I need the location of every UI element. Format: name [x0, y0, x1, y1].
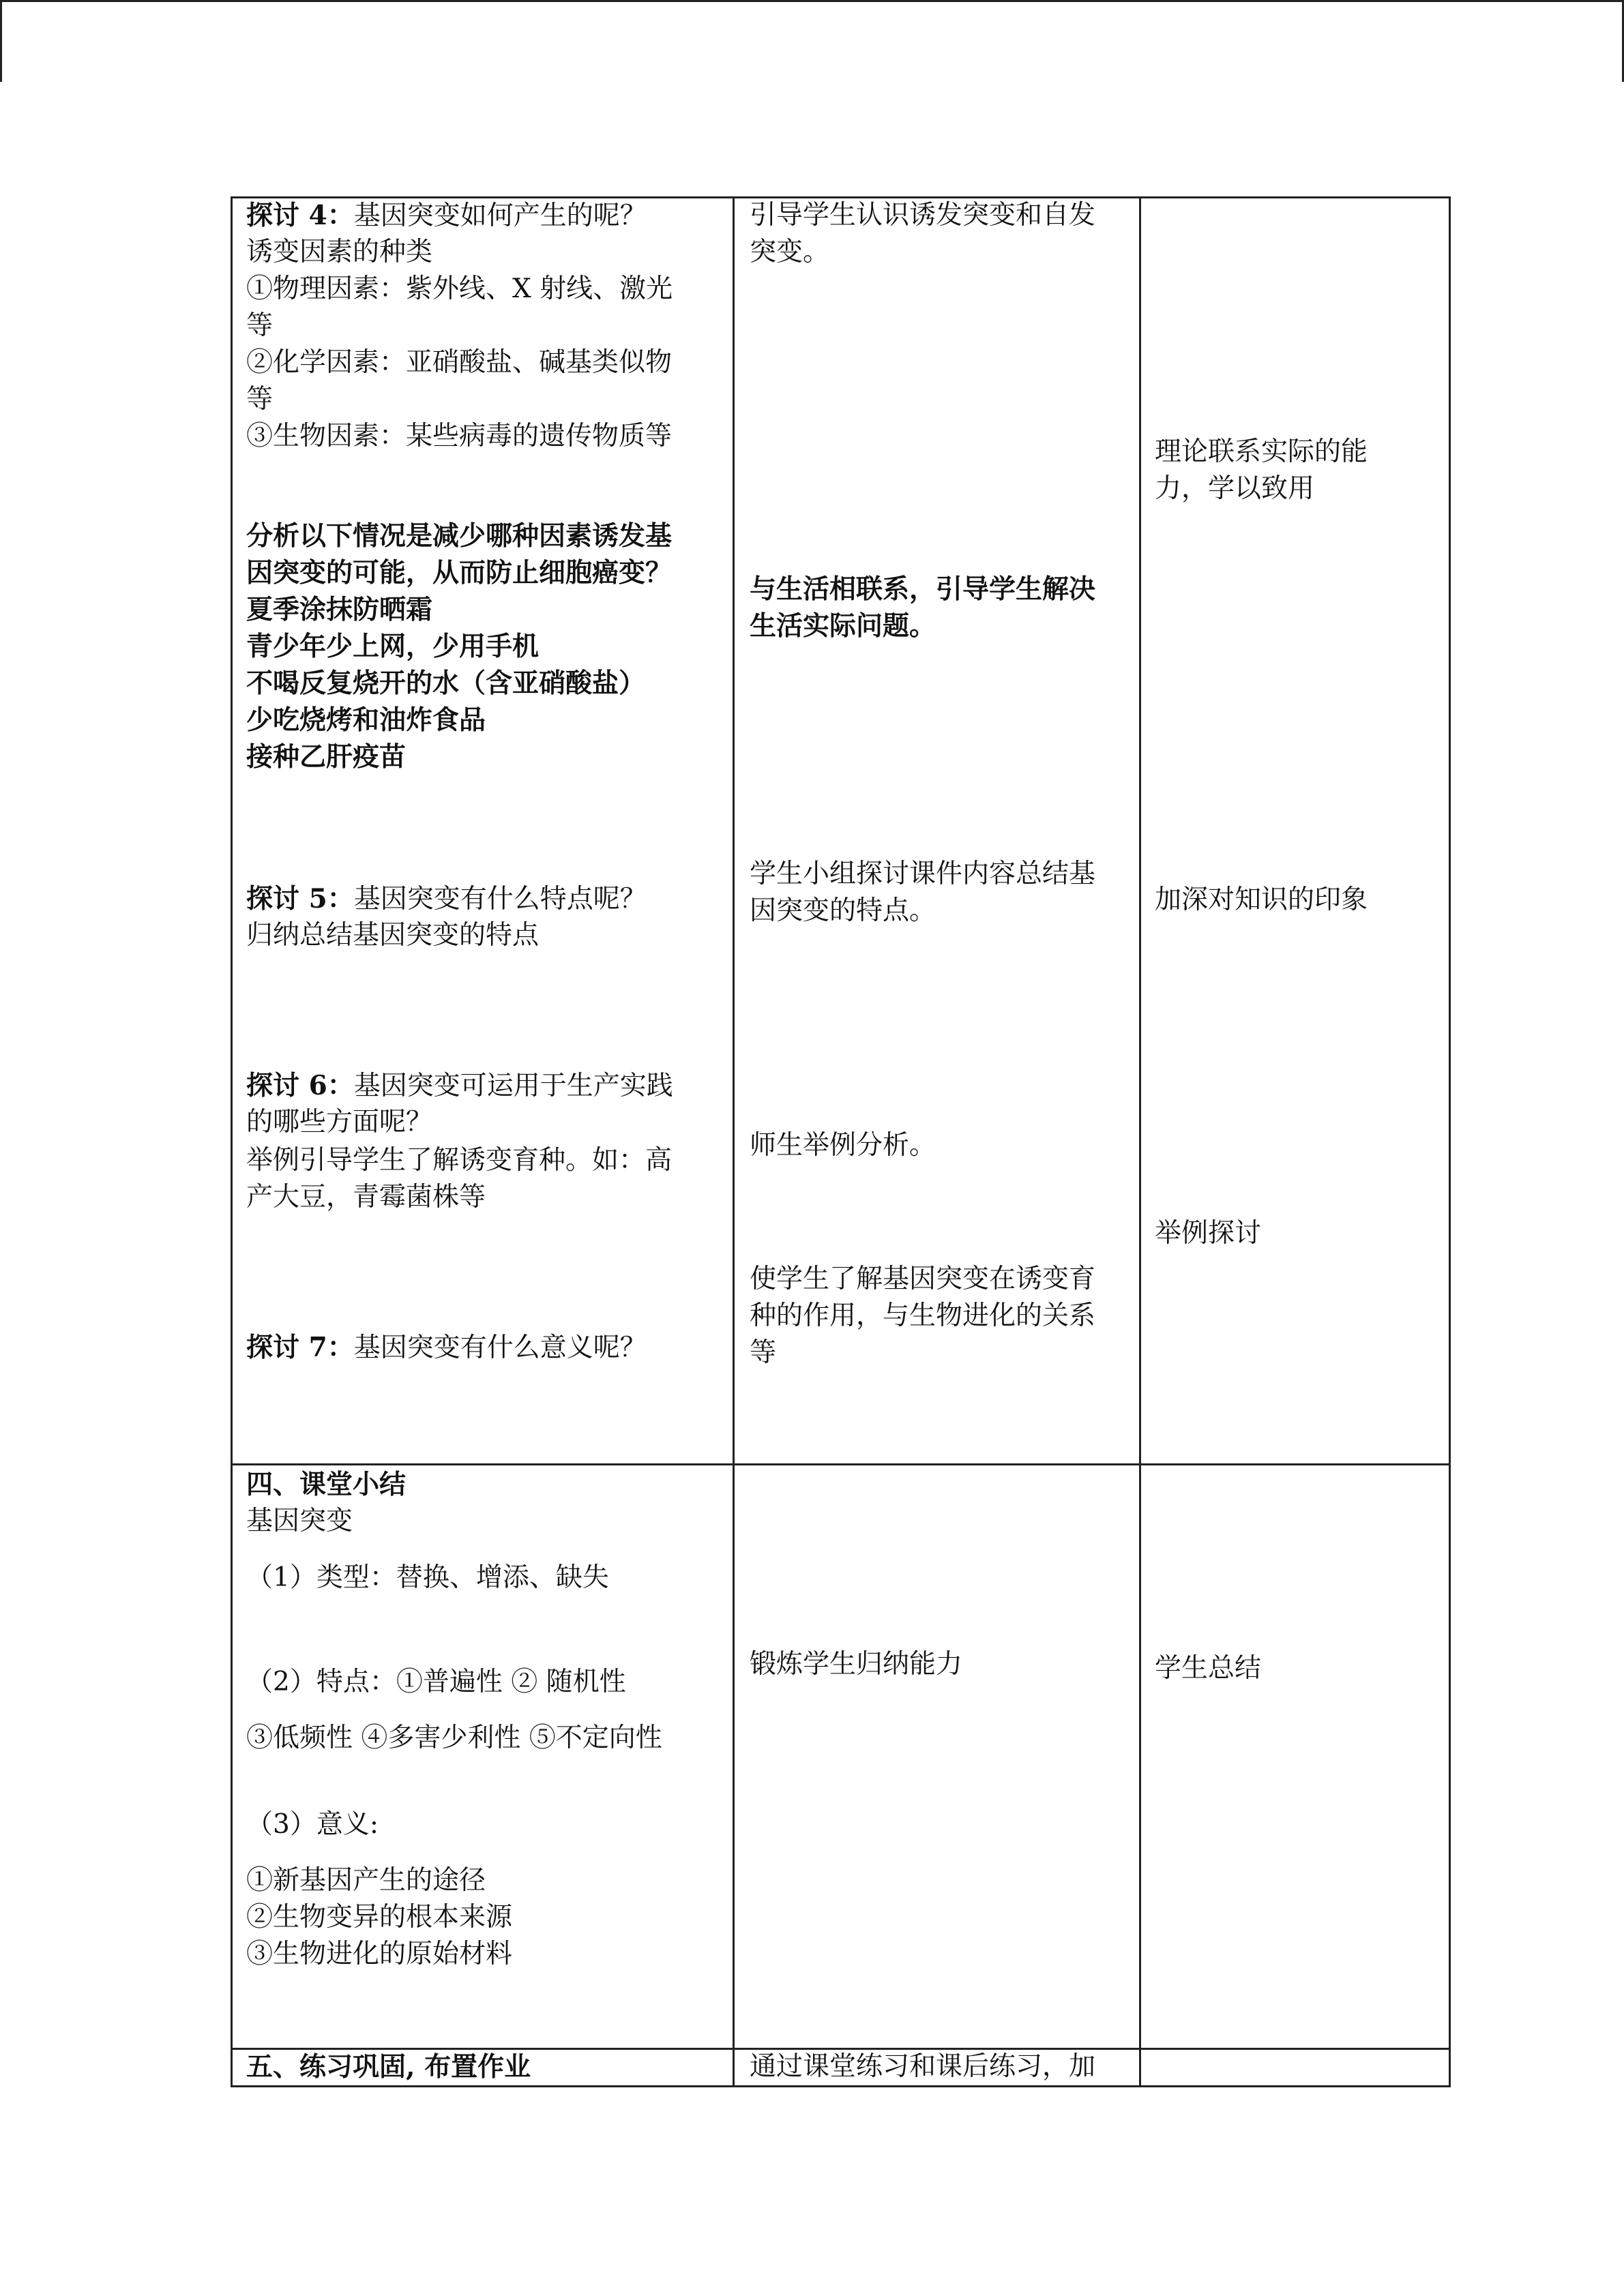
discuss-6-line	[246, 1067, 673, 1105]
analysis-question-line1: 分析以下情况是减少哪种因素诱发基	[246, 520, 673, 552]
summary-traits-line1: （2）特点：①普遍性 ② 随机性	[246, 1667, 626, 1697]
understand-line3: 等	[750, 1337, 777, 1368]
summary-significance: （3）意义:	[246, 1809, 379, 1840]
case-item: 夏季涂抹防晒霜	[246, 594, 433, 625]
student-summary: 学生总结	[1155, 1653, 1262, 1684]
deepen-impression: 加深对知识的印象	[1155, 884, 1368, 915]
page-left-border	[0, 0, 2, 82]
practice-text: 通过课堂练习和课后练习，加	[750, 2051, 1096, 2082]
table-rule-right	[1449, 196, 1451, 2087]
guide-line1: 引导学生认识诱发突变和自发	[750, 200, 1096, 230]
case-item: 不喝反复烧开的水（含亚硝酸盐）	[246, 668, 646, 699]
discuss-6-line2: 的哪些方面呢？	[246, 1107, 433, 1137]
group-discussion-line2: 因突变的特点。	[750, 895, 936, 926]
practice-heading: 五、练习巩固, 布置作业	[246, 2051, 531, 2083]
analysis-question-line2: 因突变的可能，从而防止细胞癌变？	[246, 557, 673, 588]
theory-practice-line2: 力，学以致用	[1155, 473, 1315, 504]
life-connection-line1: 与生活相联系，引导学生解决	[750, 573, 1096, 605]
theory-practice-line1: 理论联系实际的能	[1155, 436, 1368, 467]
physical-factors-line2: 等	[246, 310, 274, 341]
teacher-example: 师生举例分析。	[750, 1130, 936, 1161]
case-item: 接种乙肝疫苗	[246, 741, 407, 773]
significance-item: ①新基因产生的途径	[246, 1865, 486, 1896]
example-discussion: 举例探讨	[1155, 1218, 1262, 1249]
discuss-7-question: 基因突变有什么意义呢？	[353, 1332, 647, 1363]
chemical-factors-line1: ②化学因素：亚硝酸盐、碱基类似物	[246, 347, 673, 378]
discuss-5-question: 基因突变有什么特点呢？	[353, 884, 647, 914]
mutagen-types: 诱变因素的种类	[246, 237, 433, 267]
guide-line2: 突变。	[750, 237, 830, 267]
discuss-7-line	[246, 1329, 647, 1367]
understand-line2: 种的作用，与生物进化的关系	[750, 1300, 1096, 1331]
discuss-4-line	[246, 197, 647, 235]
table-rule-col3	[1139, 196, 1141, 2087]
summary-topic: 基因突变	[246, 1506, 353, 1536]
summary-traits-line2: ③低频性 ④多害少利性 ⑤不定向性	[246, 1723, 662, 1753]
chemical-factors-line2: 等	[246, 384, 274, 415]
page-top-border	[0, 0, 1624, 2]
group-discussion-line1: 学生小组探讨课件内容总结基	[750, 859, 1096, 889]
discuss-5-line	[246, 880, 647, 918]
discuss-5-label: 探讨 5：	[246, 883, 354, 914]
case-item: 少吃烧烤和油炸食品	[246, 704, 486, 736]
discuss-6-label: 探讨 6：	[246, 1070, 354, 1101]
table-rule-left	[231, 196, 233, 2087]
physical-factors-line1: ①物理因素：紫外线、X 射线、激光	[246, 273, 673, 304]
table-rule-bottom	[231, 2085, 1451, 2087]
table-rule-col2	[733, 196, 735, 2087]
train-summarize: 锻炼学生归纳能力	[750, 1649, 963, 1680]
significance-item: ②生物变异的根本来源	[246, 1902, 513, 1933]
case-item: 青少年少上网，少用手机	[246, 631, 540, 662]
summarize-traits: 归纳总结基因突变的特点	[246, 920, 540, 951]
biological-factors: ③生物因素：某些病毒的遗传物质等	[246, 421, 673, 451]
summary-heading: 四、课堂小结	[246, 1469, 407, 1500]
discuss-6-question: 基因突变可运用于生产实践	[353, 1071, 673, 1101]
discuss-4-label: 探讨 4：	[246, 200, 354, 231]
understand-line1: 使学生了解基因突变在诱变育	[750, 1264, 1096, 1294]
summary-types: （1）类型：替换、增添、缺失	[246, 1562, 609, 1593]
significance-item: ③生物进化的原始材料	[246, 1939, 513, 1969]
discuss-7-label: 探讨 7：	[246, 1332, 354, 1363]
discuss-4-question: 基因突变如何产生的呢？	[353, 200, 647, 231]
table-rule-row2	[231, 1463, 1451, 1465]
life-connection-line2: 生活实际问题。	[750, 610, 936, 642]
example-line1: 举例引导学生了解诱变育种。如：高	[246, 1145, 673, 1176]
example-line2: 产大豆，青霉菌株等	[246, 1182, 486, 1212]
